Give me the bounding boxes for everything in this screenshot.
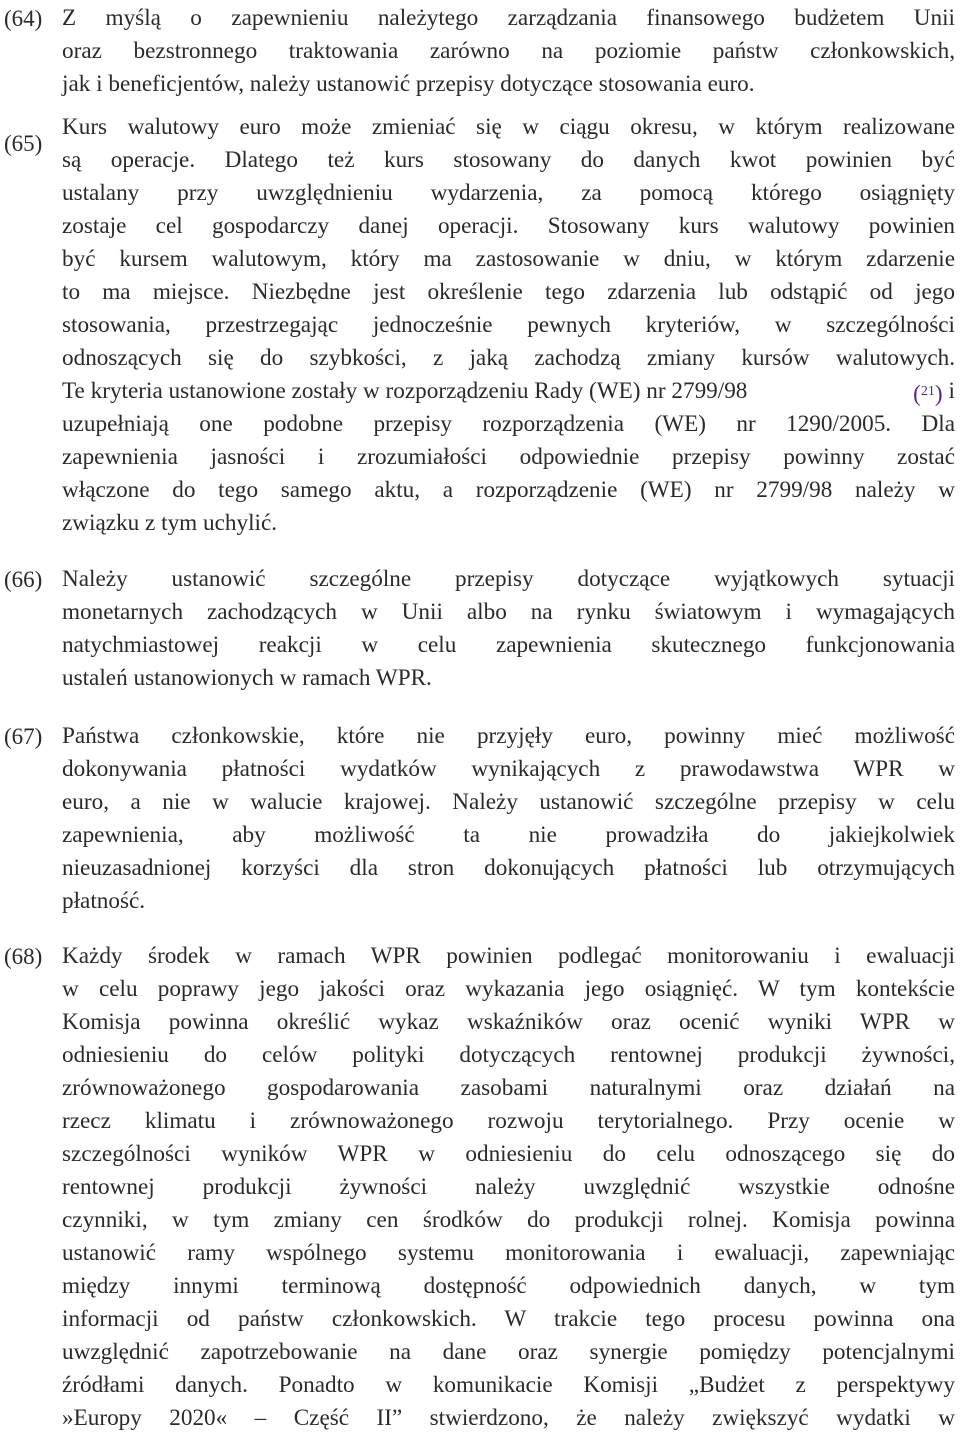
text-line: oraz bezstronnego traktowania zarówno na poziomie państw członkowskich, bbox=[62, 38, 955, 64]
text-line: między innymi terminową dostępność odpowiednich danych, w tym bbox=[62, 1273, 955, 1299]
text-line: Każdy środek w ramach WPR powinien podlegać monitorowaniu i ewaluacji bbox=[62, 943, 955, 969]
text-line: stosowania, przestrzegając jednocześnie pewnych kryteriów, w szczególności bbox=[62, 312, 955, 338]
text-line: euro, a nie w walucie krajowej. Należy ustanowić szczególne przepisy w celu bbox=[62, 789, 955, 815]
recital-number: (67) bbox=[4, 724, 43, 749]
text-line: zrównoważonego gospodarowania zasobami naturalnymi oraz działań na bbox=[62, 1075, 955, 1101]
text-line: Komisja powinna określić wykaz wskaźników oraz ocenić wyniki WPR w bbox=[62, 1009, 955, 1035]
text-line: rzecz klimatu i zrównoważonego rozwoju terytorialnego. Przy ocenie w bbox=[62, 1108, 955, 1134]
text-line: ustanowić ramy wspólnego systemu monitorowania i ewaluacji, zapewniając bbox=[62, 1240, 955, 1266]
text-line: informacji od państw członkowskich. W trakcie tego procesu powinna ona bbox=[62, 1306, 955, 1332]
text-line: odniesieniu do celów polityki dotyczących rentownej produkcji żywności, bbox=[62, 1042, 955, 1068]
text-line: zostaje cel gospodarczy danej operacji. Stosowany kurs walutowy powinien bbox=[62, 213, 955, 239]
text-line: włączone do tego samego aktu, a rozporządzenie (WE) nr 2799/98 należy w bbox=[62, 477, 955, 503]
text-line: jak i beneficjentów, należy ustanowić przepisy dotyczące stosowania euro. bbox=[62, 71, 755, 97]
footnote-open: ( bbox=[913, 381, 921, 407]
text-line: to ma miejsce. Niezbędne jest określenie tego zdarzenia lub odstąpić od jego bbox=[62, 279, 955, 305]
recital-number: (66) bbox=[4, 567, 43, 592]
text-line: rentownej produkcji żywności należy uwzględnić wszystkie odnośne bbox=[62, 1174, 955, 1200]
footnote-close: ) bbox=[934, 381, 943, 407]
text-line: monetarnych zachodzących w Unii albo na rynku światowym i wymagających bbox=[62, 599, 955, 625]
text-line: czynniki, w tym zmiany cen środków do produkcji rolnej. Komisja powinna bbox=[62, 1207, 955, 1233]
text-segment: Te kryteria ustanowione zostały w rozporządzeniu Rady (WE) nr 2799/98 bbox=[62, 378, 748, 404]
text-line: Należy ustanowić szczególne przepisy dotyczące wyjątkowych sytuacji bbox=[62, 566, 955, 592]
text-line: zapewnienia, aby możliwość ta nie prowadziła do jakiejkolwiek bbox=[62, 822, 955, 848]
text-line: zapewnienia jasności i zrozumiałości odpowiednie przepisy powinny zostać bbox=[62, 444, 955, 470]
recital-number: (68) bbox=[4, 944, 43, 969]
text-line: być kursem walutowym, który ma zastosowanie w dniu, w którym zdarzenie bbox=[62, 246, 955, 272]
text-line: są operacje. Dlatego też kurs stosowany do danych kwot powinien być bbox=[62, 147, 955, 173]
text-line: Kurs walutowy euro może zmieniać się w ciągu okresu, w którym realizowane bbox=[62, 114, 955, 140]
text-line: dokonywania płatności wydatków wynikających z prawodawstwa WPR w bbox=[62, 756, 955, 782]
text-line: szczególności wyników WPR w odniesieniu do celu odnoszącego się do bbox=[62, 1141, 955, 1167]
text-line: w celu poprawy jego jakości oraz wykazania jego osiągnięć. W tym kontekście bbox=[62, 976, 955, 1002]
footnote-number: 21 bbox=[920, 384, 935, 399]
recital-number: (65) bbox=[4, 131, 43, 156]
text-line-with-footnote bbox=[62, 375, 955, 411]
text-line: płatność. bbox=[62, 888, 146, 914]
text-line: »Europy 2020« – Część II” stwierdzono, że należy zwiększyć wydatki w bbox=[62, 1405, 955, 1431]
text-line: nieuzasadnionej korzyści dla stron dokonujących płatności lub otrzymujących bbox=[62, 855, 955, 881]
text-line: związku z tym uchylić. bbox=[62, 510, 278, 536]
text-line: Z myślą o zapewnieniu należytego zarządzania finansowego budżetem Unii bbox=[62, 5, 955, 31]
text-segment: i bbox=[948, 378, 955, 404]
text-line: źródłami danych. Ponadto w komunikacie Komisji „Budżet z perspektywy bbox=[62, 1372, 955, 1398]
text-line: natychmiastowej reakcji w celu zapewnienia skutecznego funkcjonowania bbox=[62, 632, 955, 658]
text-line: Państwa członkowskie, które nie przyjęły euro, powinny mieć możliwość bbox=[62, 723, 955, 749]
text-line: odnoszących się do szybkości, z jaką zachodzą zmiany kursów walutowych. bbox=[62, 345, 955, 371]
footnote-group bbox=[913, 375, 955, 411]
text-line: ustaleń ustanowionych w ramach WPR. bbox=[62, 665, 432, 691]
recital-number: (64) bbox=[4, 6, 43, 31]
text-line: ustalany przy uwzględnieniu wydarzenia, za pomocą którego osiągnięty bbox=[62, 180, 955, 206]
text-line: uzupełniają one podobne przepisy rozporządzenia (WE) nr 1290/2005. Dla bbox=[62, 411, 955, 437]
text-line: uwzględnić zapotrzebowanie na dane oraz synergie pomiędzy potencjalnymi bbox=[62, 1339, 955, 1365]
footnote-marker[interactable] bbox=[913, 375, 942, 411]
